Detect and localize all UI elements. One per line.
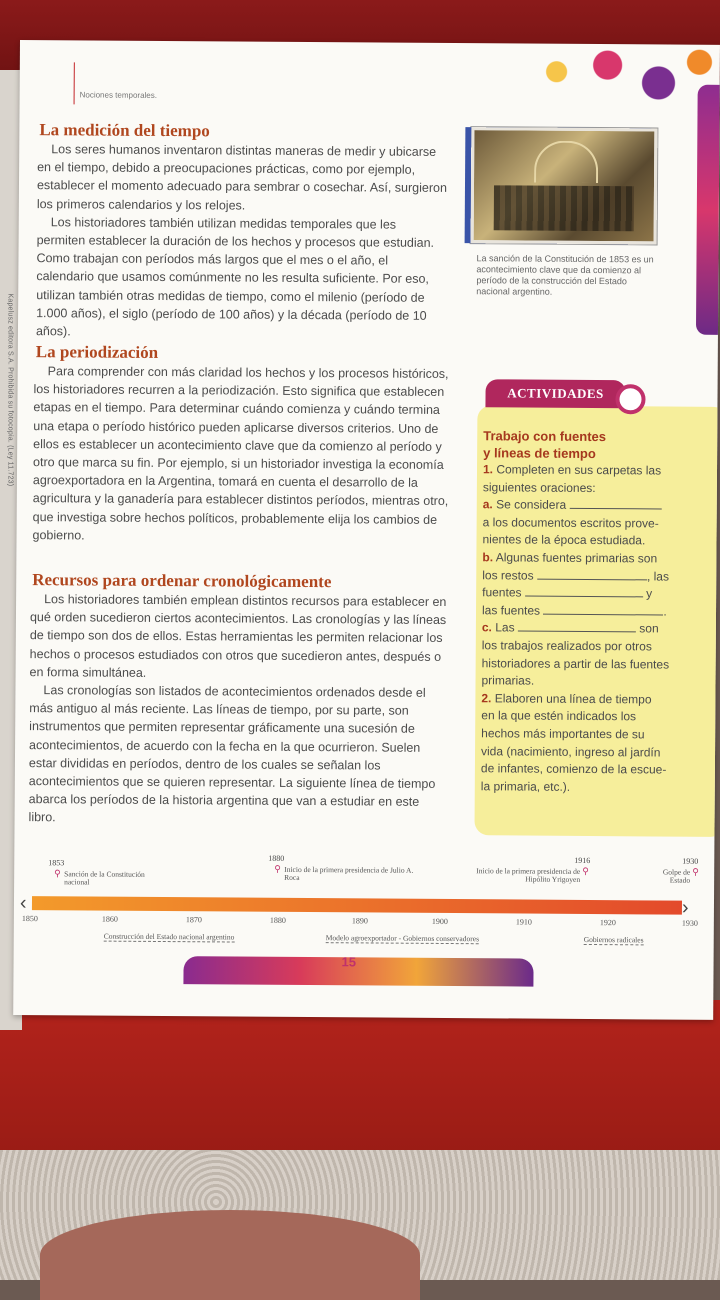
activities-title: Trabajo con fuentes y líneas de tiempo bbox=[483, 428, 607, 462]
tick-1880: 1880 bbox=[269, 915, 286, 925]
tick-1900: 1900 bbox=[431, 916, 448, 927]
event-1880: Inicio de la primera presidencia de Julio A. Roca bbox=[284, 864, 414, 882]
event-1930: Golpe de Estado bbox=[662, 867, 691, 885]
event-year-1916: 1916 bbox=[574, 855, 591, 866]
tick-1930: 1930 bbox=[681, 918, 698, 928]
tick-1920: 1920 bbox=[599, 918, 616, 928]
paragraph-medicion: Los seres humanos inventaron distintas maneras de medir y ubicarse en el tiempo, debido a preocupaciones prácticas, como por ejemplo, establecer el momento adecuado para sembrar o cosechar. Así, surgieron los primeros calendarios y los relojes. Los historiadores también utilizan medidas temporales que les permiten establecer la duración de los hechos y procesos que estudian. Como trabajan con períodos más largos que el mes o el año, el calendario que usamos comúnmente no les resulta suficiente. Por eso, utilizan también otras medidas de tiempo, como el milenio (período de 1.000 años), el siglo (período de 100 años) y la década (período de 10 años). bbox=[35, 142, 447, 339]
tick-1870: 1870 bbox=[185, 915, 202, 925]
heading-medicion: La medición del tiempo bbox=[39, 120, 210, 141]
decoration-bottom-icon bbox=[183, 956, 533, 986]
pin-1930-icon: ⚲ bbox=[692, 866, 699, 877]
timeline-right-arrow-icon: › bbox=[681, 896, 689, 919]
event-1916: Inicio de la primera presidencia de Hipólito Yrigoyen bbox=[476, 866, 581, 884]
period-agroexportador: Modelo agroexportador - Gobiernos conservadores bbox=[325, 933, 480, 944]
event-1853: Sanción de la Constitución nacional bbox=[64, 869, 145, 887]
book-page bbox=[13, 40, 720, 1020]
period-radicales: Gobiernos radicales bbox=[583, 934, 644, 945]
pin-1916-icon: ⚲ bbox=[582, 865, 589, 876]
activities-circle-icon bbox=[615, 384, 645, 414]
arch-icon bbox=[534, 141, 598, 183]
timeline-left-arrow-icon: ‹ bbox=[19, 892, 27, 915]
tick-1890: 1890 bbox=[351, 916, 368, 926]
decoration-top-icon bbox=[515, 43, 719, 114]
decoration-right-icon bbox=[696, 85, 720, 335]
paragraph-periodizacion: Para comprender con más claridad los hechos y los procesos históricos, los historiadores recurren a la periodización. Esto significa que establecen etapas en el tiempo. Para determinar cuándo comienza y cuándo termina una etapa o período histórico pueden aplicarse diversos criterios. Uno de ellos es establecer un acontecimiento clave que da comienzo al período y otro que marca su fin. Por ejemplo, si un historiador investiga la economía agroexportadora en la Argentina, tomará en cuenta el desarrollo de la agricultura y la ganadería para establecer distintos períodos, mientras otro, que investiga sobre hechos políticos, probablemente elija los cambios de gobierno. bbox=[32, 364, 449, 543]
header-divider bbox=[74, 62, 75, 104]
figure-caption: La sanción de la Constitución de 1853 es un acontecimiento clave que da comienzo al período de la construcción del Estado nacional argentino. bbox=[476, 253, 654, 297]
activities-tab: ACTIVIDADES bbox=[485, 379, 625, 408]
event-year-1853: 1853 bbox=[48, 858, 65, 868]
knee bbox=[40, 1210, 420, 1300]
page-number: 15 bbox=[341, 954, 357, 970]
heading-periodizacion: La periodización bbox=[35, 342, 159, 362]
event-year-1880: 1880 bbox=[268, 853, 285, 863]
heading-recursos: Recursos para ordenar cronológicamente bbox=[32, 570, 332, 592]
tick-1910: 1910 bbox=[515, 917, 532, 927]
timeline bbox=[14, 852, 715, 957]
tick-1860: 1860 bbox=[101, 914, 118, 924]
period-construccion: Construcción del Estado nacional argentino bbox=[103, 931, 235, 942]
constitution-painting bbox=[471, 127, 658, 244]
tick-1850: 1850 bbox=[21, 914, 38, 924]
paragraph-recursos: Los historiadores también emplean distintos recursos para establecer en qué orden sucedieron ciertos acontecimientos. Las cronologías y las líneas de tiempo son dos de ellos. Estas herramientas les permiten relacionar los hechos o procesos estudiados con otros que sucedieron antes, después o en forma simultánea. Las cronologías son listados de acontecimientos ordenados desde el más antiguo al más reciente. Las líneas de tiempo, por su parte, son instrumentos que permiten representar gráficamente una sucesión de acontecimientos, de acuerdo con la fecha en la que ocurrieron. Suelen estar divididas en períodos, dentro de los cuales se señalan los acontecimientos que se quieren representar. La siguiente línea de tiempo abarca los períodos de la historia argentina que van a estudiar en este libro. bbox=[28, 592, 447, 825]
timeline-bar bbox=[32, 896, 682, 915]
event-year-1930: 1930 bbox=[682, 856, 699, 866]
spine-text: Kapelusz editora S.A. Prohibida su fotocopia. (Ley 11.723) bbox=[6, 293, 14, 487]
activities-text: 1. Completen en sus carpetas las siguientes oraciones: a. Se considera a los documentos escritos prove- nientes de la época estudiada. b. Algunas fuentes primarias son los restos , las fuentes y las fuentes . c. Las son los trabajos realizados por otros historiadores a partir de las fuentes primarias. 2. Elaboren una línea de tiempo en la que estén indicados los hechos más importantes de su vida (nacimiento, ingreso al jardín de infantes, comienzo de la escue- la primaria, etc.). bbox=[480, 462, 670, 794]
pin-1853-icon: ⚲ bbox=[54, 868, 61, 879]
section-label: Nociones temporales. bbox=[79, 90, 158, 100]
crowd-icon bbox=[494, 185, 634, 231]
pin-1880-icon: ⚲ bbox=[274, 863, 281, 874]
